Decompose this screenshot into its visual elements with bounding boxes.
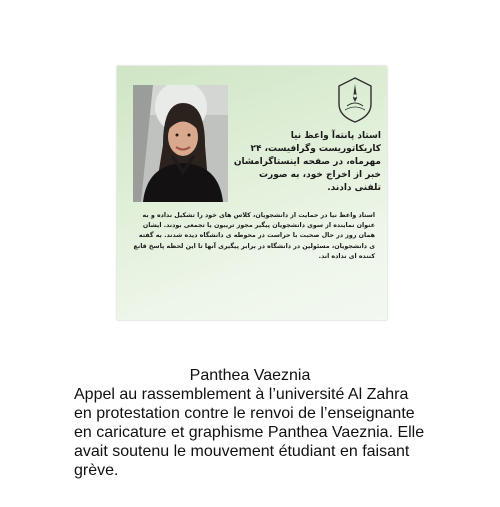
caption-title: Panthea Vaeznia bbox=[189, 367, 311, 384]
announcement-card bbox=[117, 66, 387, 320]
caption bbox=[0, 366, 500, 480]
organization-logo-icon bbox=[335, 76, 375, 124]
portrait-photo bbox=[133, 85, 228, 202]
body-paragraph: استاد واعظ نیا در حمایت از دانشجویان، کلاس های خود را تشکیل نداده و به عنوان نماینده از سوی دانشجویان پیگیر مجوز تریبون یا تجمعی بودند. ایشان همان روز در حال صحبت با حراست در محوطه ی دانشگاه دیده شدند. به گفته ی دانشجویان، مسئولین در دانشگاه در برابر پیگیری آنها تا این لحظه پاسخ قانع کننده ای نداده اند. bbox=[133, 212, 375, 260]
caption-description: Appel au rassemblement à l’université Al Zahra en protestation contre le renvoi de l’enseignante en caricature et graphisme Panthea Vaeznia. Elle avait soutenu le mouvement étudiant en faisant grève. bbox=[74, 386, 425, 479]
headline-text: استاد پانته‌آ واعظ نیا کاریکاتوریست وگرافیست، ۲۴ مهرماه، در صفحه اینستاگرامشان خبر از اخراج خود، به صورت تلفنی دادند. bbox=[233, 131, 381, 193]
